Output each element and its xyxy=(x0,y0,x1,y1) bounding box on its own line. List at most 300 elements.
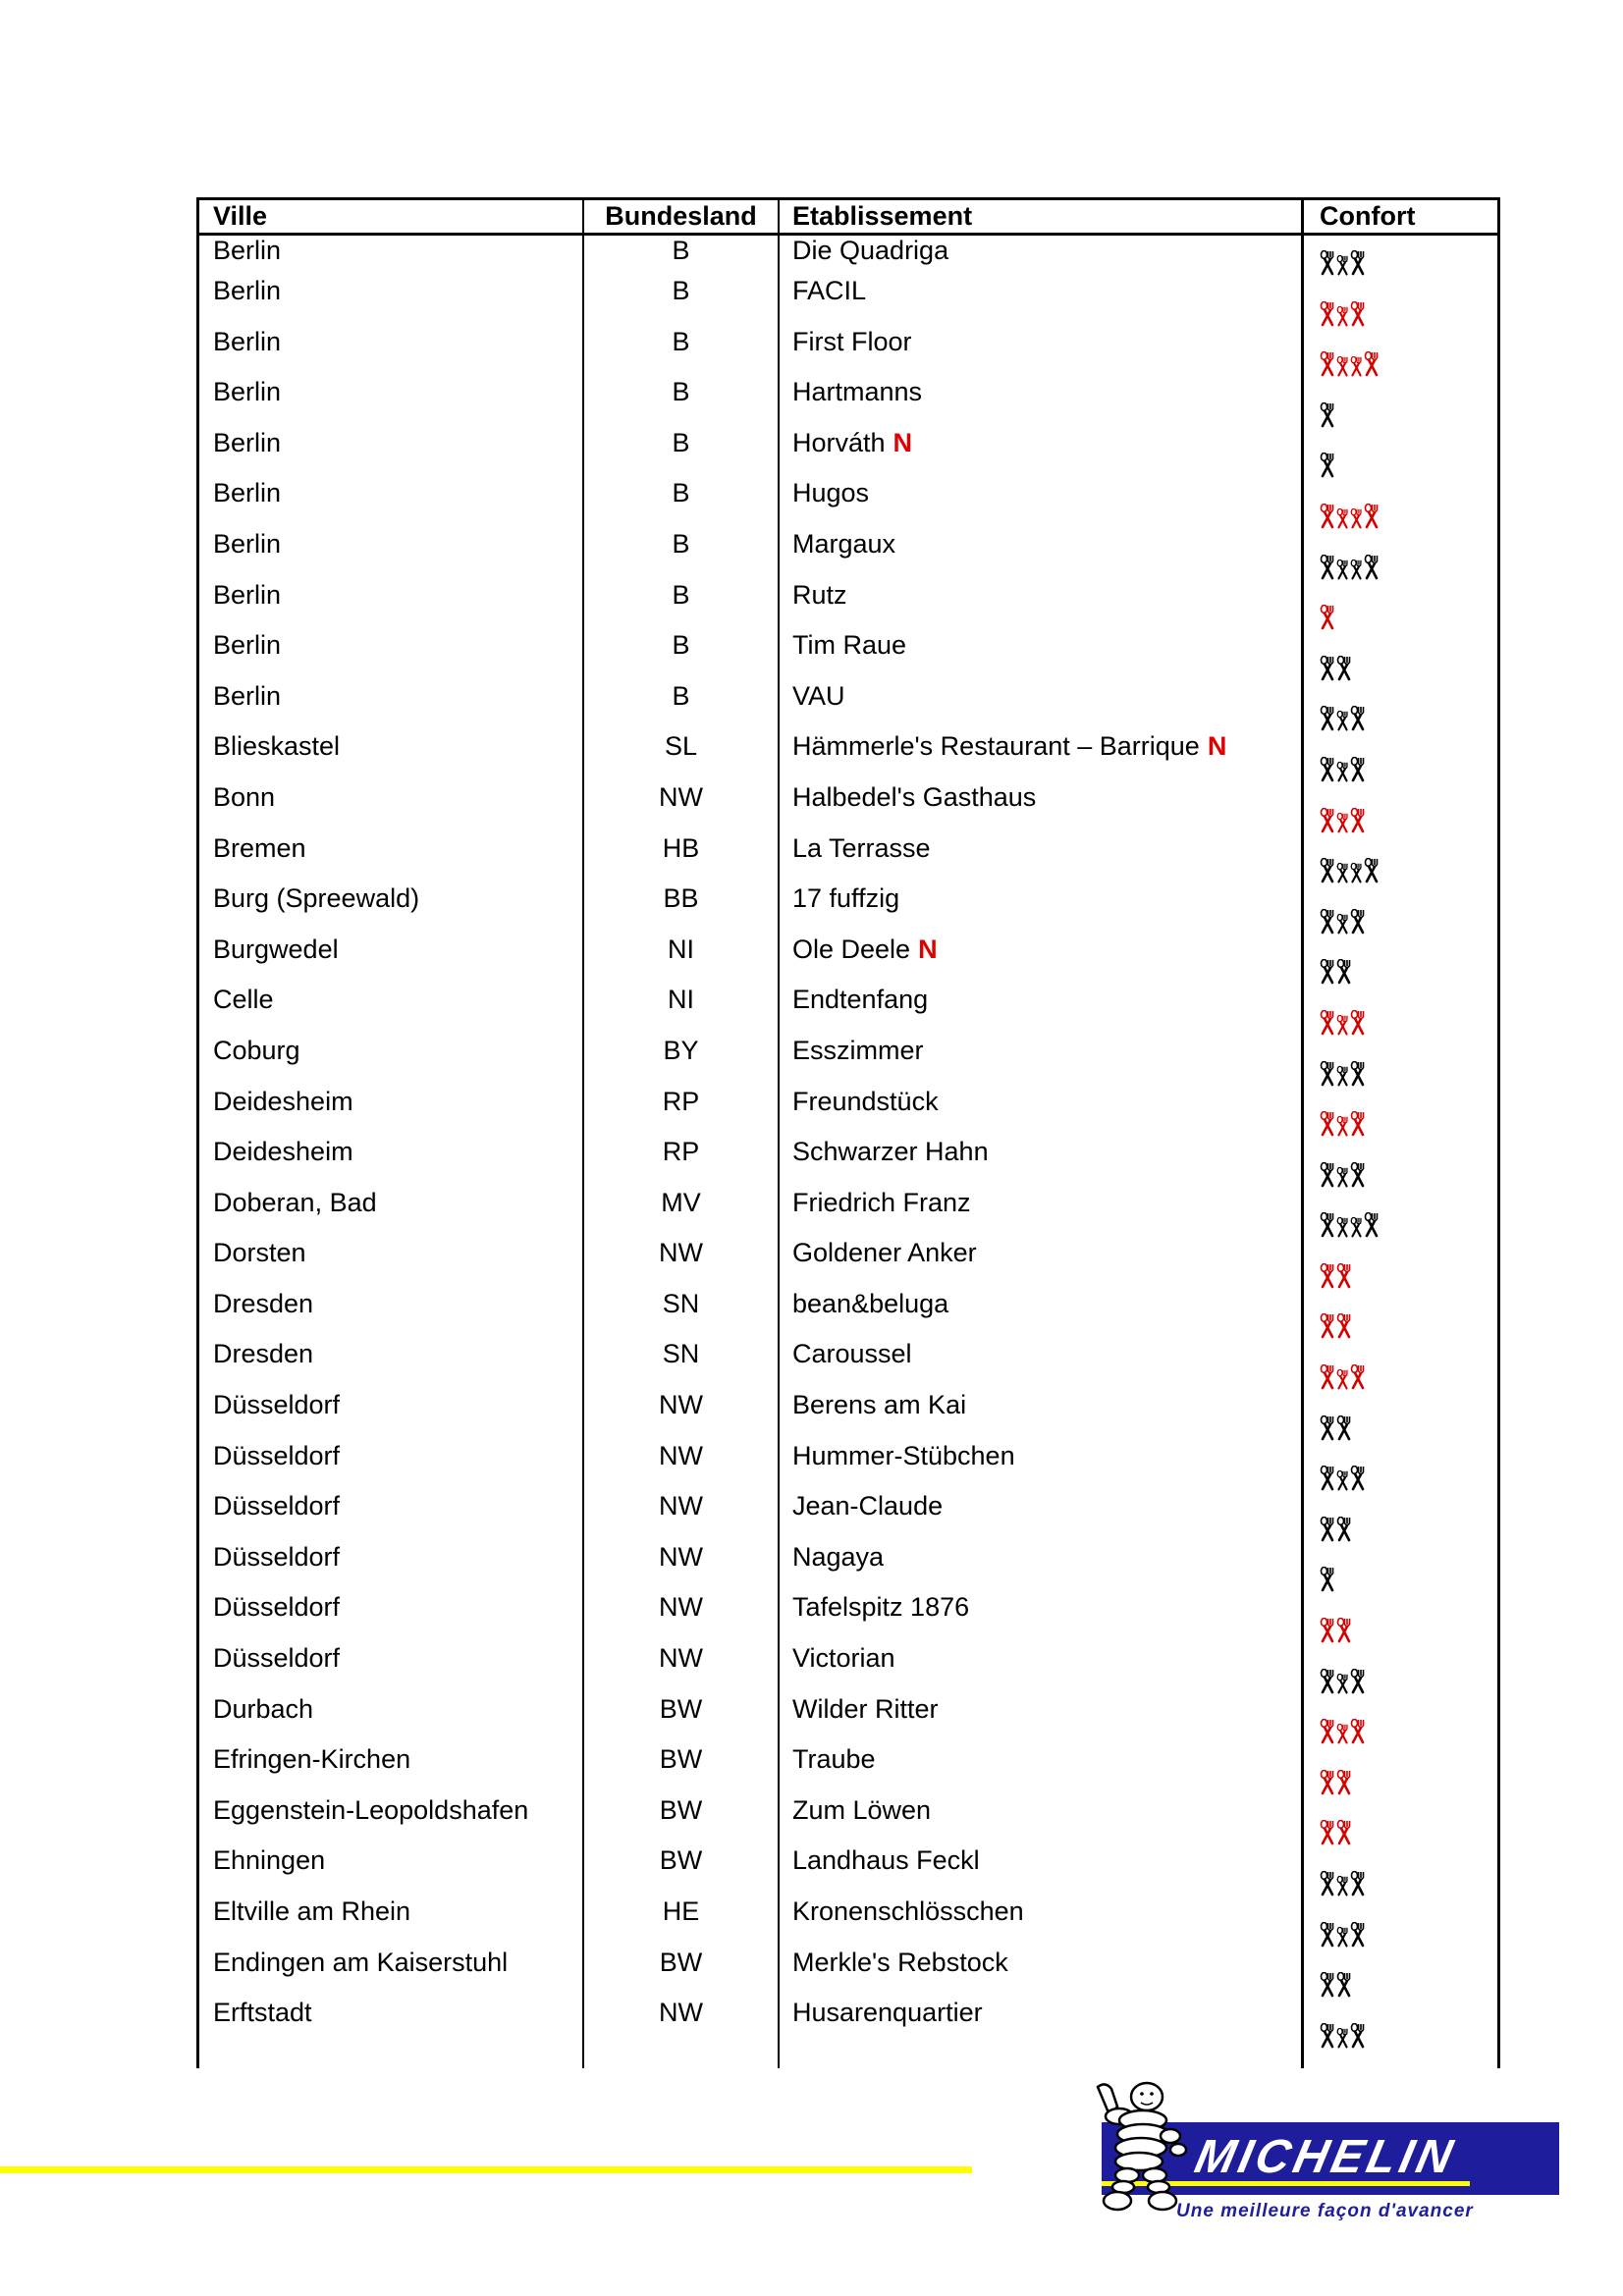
etablissement-name: Victorian xyxy=(792,1643,895,1674)
fork-spoon-icon xyxy=(1336,1415,1352,1441)
fork-spoon-icon xyxy=(1320,1212,1335,1238)
etablissement-name: Rutz xyxy=(792,579,847,610)
cell-ville: Düsseldorf xyxy=(199,1542,584,1593)
fork-spoon-icon xyxy=(1320,1567,1335,1592)
cell-bundesland: B xyxy=(584,276,780,327)
fork-spoon-icon xyxy=(1336,914,1349,934)
fork-spoon-icon xyxy=(1336,2028,1349,2049)
cell-etablissement xyxy=(780,529,1304,580)
table-row xyxy=(199,478,1497,529)
etablissement-name: Hugos xyxy=(792,478,870,508)
cell-confort xyxy=(1304,1592,1497,1643)
cell-bundesland: NW xyxy=(584,1592,780,1643)
cell-bundesland: HE xyxy=(584,1896,780,1948)
cell-bundesland: NI xyxy=(584,985,780,1036)
cell-confort xyxy=(1304,428,1497,479)
cell-confort xyxy=(1304,934,1497,986)
table-row xyxy=(199,1238,1497,1289)
etablissement-name: Goldener Anker xyxy=(792,1238,977,1268)
etablissement-name: Nagaya xyxy=(792,1541,885,1572)
fork-spoon-icon xyxy=(1350,1719,1366,1744)
cell-etablissement xyxy=(780,1087,1304,1138)
fork-spoon-icon xyxy=(1350,863,1363,883)
fork-spoon-icon xyxy=(1320,1415,1335,1441)
fork-spoon-icon xyxy=(1320,1618,1335,1643)
etablissement-name: First Floor xyxy=(792,326,912,356)
cell-ville: Dorsten xyxy=(199,1238,584,1289)
fork-spoon-icon xyxy=(1350,1364,1366,1390)
fork-spoon-icon xyxy=(1350,1466,1366,1491)
etablissement-name: FACIL xyxy=(792,276,867,305)
fork-spoon-icon xyxy=(1364,858,1380,883)
cell-ville: Doberan, Bad xyxy=(199,1188,584,1239)
cell-etablissement xyxy=(780,681,1304,732)
table-row xyxy=(199,1137,1497,1188)
cell-ville: Bonn xyxy=(199,782,584,833)
fork-spoon-icon xyxy=(1336,1927,1349,1948)
cell-etablissement xyxy=(780,1643,1304,1694)
table-row xyxy=(199,1896,1497,1948)
table-header xyxy=(199,200,1497,236)
fork-spoon-icon xyxy=(1350,1111,1366,1137)
logo-wordmark: MICHELIN xyxy=(1190,2131,1461,2183)
cell-ville: Düsseldorf xyxy=(199,1441,584,1492)
cell-confort xyxy=(1304,1289,1497,1340)
fork-spoon-icon xyxy=(1350,1061,1366,1087)
cell-bundesland: BB xyxy=(584,883,780,934)
cell-confort xyxy=(1304,580,1497,631)
cell-confort xyxy=(1304,1694,1497,1745)
fork-spoon-icon xyxy=(1350,1162,1366,1188)
cell-confort xyxy=(1304,833,1497,884)
fork-spoon-icon xyxy=(1336,1167,1349,1188)
new-badge: N xyxy=(893,427,913,457)
cell-etablissement xyxy=(780,1998,1304,2049)
fork-spoon-icon xyxy=(1350,1010,1366,1036)
etablissement-name: Die Quadriga xyxy=(792,236,949,265)
cell-bundesland: RP xyxy=(584,1087,780,1138)
cell-confort xyxy=(1304,883,1497,934)
cell-bundesland: BW xyxy=(584,1744,780,1795)
restaurant-table xyxy=(196,197,1500,2068)
cell-bundesland: NW xyxy=(584,1238,780,1289)
cell-confort xyxy=(1304,1542,1497,1593)
fork-spoon-icon xyxy=(1336,1470,1349,1491)
table-row xyxy=(199,529,1497,580)
cell-bundesland: SN xyxy=(584,1289,780,1340)
table-row xyxy=(199,1845,1497,1896)
table-row xyxy=(199,1390,1497,1441)
cell-etablissement xyxy=(780,1592,1304,1643)
etablissement-name: Husarenquartier xyxy=(792,1998,983,2028)
cell-etablissement xyxy=(780,731,1304,782)
table-row xyxy=(199,985,1497,1036)
header-ville: Ville xyxy=(199,200,584,233)
cell-bundesland: B xyxy=(584,529,780,580)
etablissement-name: Berens am Kai xyxy=(792,1390,967,1420)
cell-ville: Dresden xyxy=(199,1289,584,1340)
cell-etablissement xyxy=(780,1948,1304,1999)
cell-etablissement xyxy=(780,1542,1304,1593)
fork-spoon-icon xyxy=(1336,1820,1352,1845)
cell-confort xyxy=(1304,1744,1497,1795)
etablissement-name: Halbedel's Gasthaus xyxy=(792,781,1037,812)
cell-etablissement xyxy=(780,1694,1304,1745)
cell-etablissement xyxy=(780,630,1304,681)
cell-etablissement xyxy=(780,782,1304,833)
table-row xyxy=(199,236,1497,276)
cell-ville: Durbach xyxy=(199,1694,584,1745)
bibendum-mascot-icon xyxy=(1090,2079,1198,2226)
cell-ville: Berlin xyxy=(199,580,584,631)
cell-confort xyxy=(1304,1441,1497,1492)
cell-confort xyxy=(1304,1339,1497,1390)
cell-ville: Dresden xyxy=(199,1339,584,1390)
fork-spoon-icon xyxy=(1320,1669,1335,1694)
fork-spoon-icon xyxy=(1320,1162,1335,1188)
fork-spoon-icon xyxy=(1336,306,1349,327)
cell-confort xyxy=(1304,377,1497,428)
etablissement-name: Hummer-Stübchen xyxy=(792,1440,1015,1470)
fork-spoon-icon xyxy=(1336,508,1349,529)
cell-ville: Düsseldorf xyxy=(199,1390,584,1441)
cell-confort xyxy=(1304,985,1497,1036)
cell-etablissement xyxy=(780,236,1304,276)
cell-bundesland: HB xyxy=(584,833,780,884)
fork-spoon-icon xyxy=(1320,1972,1335,1998)
fork-spoon-icon xyxy=(1336,356,1349,377)
cell-ville: Deidesheim xyxy=(199,1137,584,1188)
cell-etablissement xyxy=(780,1339,1304,1390)
cell-confort xyxy=(1304,1188,1497,1239)
etablissement-name: La Terrasse xyxy=(792,832,931,863)
fork-spoon-icon xyxy=(1336,1876,1349,1896)
fork-spoon-icon xyxy=(1320,605,1335,630)
cell-etablissement xyxy=(780,1744,1304,1795)
fork-spoon-icon xyxy=(1350,1217,1363,1238)
cell-etablissement xyxy=(780,276,1304,327)
fork-spoon-icon xyxy=(1336,656,1352,681)
cell-ville: Düsseldorf xyxy=(199,1491,584,1542)
cell-confort xyxy=(1304,276,1497,327)
fork-spoon-icon xyxy=(1320,656,1335,681)
cell-etablissement xyxy=(780,1188,1304,1239)
fork-spoon-icon xyxy=(1336,1263,1352,1289)
fork-spoon-icon xyxy=(1350,508,1363,529)
cell-etablissement xyxy=(780,934,1304,986)
fork-spoon-icon xyxy=(1336,1116,1349,1137)
fork-spoon-icon xyxy=(1320,858,1335,883)
table-row xyxy=(199,833,1497,884)
cell-confort xyxy=(1304,1998,1497,2049)
cell-confort xyxy=(1304,478,1497,529)
fork-spoon-icon xyxy=(1320,1719,1335,1744)
cell-bundesland: BW xyxy=(584,1795,780,1846)
etablissement-name: Zum Löwen xyxy=(792,1794,932,1825)
etablissement-name: Schwarzer Hahn xyxy=(792,1137,989,1167)
cell-confort xyxy=(1304,1948,1497,1999)
cell-bundesland: B xyxy=(584,377,780,428)
fork-spoon-icon xyxy=(1336,1217,1349,1238)
fork-spoon-icon xyxy=(1350,356,1363,377)
table-tail xyxy=(199,2049,1497,2068)
cell-confort xyxy=(1304,1896,1497,1948)
fork-spoon-icon xyxy=(1336,711,1349,731)
fork-spoon-icon xyxy=(1336,1015,1349,1036)
etablissement-name: Ole Deele xyxy=(792,934,911,964)
cell-ville: Eggenstein-Leopoldshafen xyxy=(199,1795,584,1846)
cell-confort xyxy=(1304,1491,1497,1542)
table-row xyxy=(199,1542,1497,1593)
cell-bundesland: BW xyxy=(584,1694,780,1745)
etablissement-name: Wilder Ritter xyxy=(792,1693,939,1724)
cell-confort xyxy=(1304,1137,1497,1188)
cell-bundesland: B xyxy=(584,478,780,529)
table-row xyxy=(199,1948,1497,1999)
fork-spoon-icon xyxy=(1320,1364,1335,1390)
cell-ville: Berlin xyxy=(199,428,584,479)
cell-ville: Berlin xyxy=(199,529,584,580)
table-body xyxy=(199,236,1497,2049)
cell-etablissement xyxy=(780,985,1304,1036)
header-bundesland: Bundesland xyxy=(584,200,780,233)
fork-spoon-icon xyxy=(1320,2023,1335,2049)
cell-confort xyxy=(1304,327,1497,378)
fork-spoon-icon xyxy=(1320,504,1335,529)
fork-spoon-icon xyxy=(1320,1010,1335,1036)
fork-spoon-icon xyxy=(1320,453,1335,478)
new-badge: N xyxy=(1207,731,1227,762)
table-row xyxy=(199,1441,1497,1492)
cell-bundesland: B xyxy=(584,428,780,479)
cell-bundesland: NW xyxy=(584,782,780,833)
cell-confort xyxy=(1304,1036,1497,1087)
table-row xyxy=(199,1036,1497,1087)
cell-ville: Berlin xyxy=(199,681,584,732)
fork-spoon-icon xyxy=(1336,863,1349,883)
cell-bundesland: NW xyxy=(584,1491,780,1542)
etablissement-name: Traube xyxy=(792,1744,876,1775)
fork-spoon-icon xyxy=(1336,255,1349,276)
fork-spoon-icon xyxy=(1336,1066,1349,1087)
cell-ville: Berlin xyxy=(199,327,584,378)
fork-spoon-icon xyxy=(1320,1922,1335,1948)
etablissement-name: Jean-Claude xyxy=(792,1491,944,1522)
cell-confort xyxy=(1304,236,1497,276)
cell-bundesland: B xyxy=(584,630,780,681)
etablissement-name: Tim Raue xyxy=(792,630,907,661)
cell-etablissement xyxy=(780,833,1304,884)
cell-bundesland: NI xyxy=(584,934,780,986)
table-row xyxy=(199,276,1497,327)
cell-bundesland: B xyxy=(584,236,780,276)
fork-spoon-icon xyxy=(1320,1111,1335,1137)
etablissement-name: Hämmerle's Restaurant – Barrique xyxy=(792,731,1200,762)
fork-spoon-icon xyxy=(1320,351,1335,377)
cell-etablissement xyxy=(780,1289,1304,1340)
table-row xyxy=(199,1087,1497,1138)
fork-spoon-icon xyxy=(1320,757,1335,782)
fork-spoon-icon xyxy=(1336,560,1349,580)
fork-spoon-icon xyxy=(1364,555,1380,580)
table-row xyxy=(199,1188,1497,1239)
cell-bundesland: MV xyxy=(584,1188,780,1239)
header-etablissement: Etablissement xyxy=(780,200,1304,233)
etablissement-name: Tafelspitz 1876 xyxy=(792,1592,970,1623)
cell-ville: Berlin xyxy=(199,236,584,276)
table-row xyxy=(199,681,1497,732)
fork-spoon-icon xyxy=(1350,1922,1366,1948)
cell-confort xyxy=(1304,681,1497,732)
etablissement-name: Hartmanns xyxy=(792,377,923,407)
etablissement-name: Merkle's Rebstock xyxy=(792,1947,1008,1977)
etablissement-name: Caroussel xyxy=(792,1339,912,1369)
fork-spoon-icon xyxy=(1336,1972,1352,1998)
cell-bundesland: B xyxy=(584,580,780,631)
fork-spoon-icon xyxy=(1320,1871,1335,1896)
etablissement-name: Endtenfang xyxy=(792,985,929,1015)
cell-ville: Blieskastel xyxy=(199,731,584,782)
cell-confort xyxy=(1304,731,1497,782)
cell-etablissement xyxy=(780,1036,1304,1087)
fork-spoon-icon xyxy=(1336,1674,1349,1694)
fork-spoon-icon xyxy=(1320,1770,1335,1795)
fork-spoon-icon xyxy=(1350,808,1366,833)
table-row xyxy=(199,1998,1497,2049)
logo-tagline: Une meilleure façon d'avancer xyxy=(1176,2201,1474,2221)
fork-spoon-icon xyxy=(1320,1061,1335,1087)
cell-bundesland: BW xyxy=(584,1948,780,1999)
cell-ville: Celle xyxy=(199,985,584,1036)
cell-ville: Deidesheim xyxy=(199,1087,584,1138)
new-badge: N xyxy=(918,934,938,964)
fork-spoon-icon xyxy=(1336,1618,1352,1643)
etablissement-name: bean&beluga xyxy=(792,1288,949,1318)
fork-spoon-icon xyxy=(1336,1313,1352,1339)
fork-spoon-icon xyxy=(1350,706,1366,731)
cell-etablissement xyxy=(780,1896,1304,1948)
cell-ville: Erftstadt xyxy=(199,1998,584,2049)
cell-ville: Endingen am Kaiserstuhl xyxy=(199,1948,584,1999)
cell-bundesland: NW xyxy=(584,1998,780,2049)
cell-confort xyxy=(1304,1795,1497,1846)
fork-spoon-icon xyxy=(1364,1212,1380,1238)
cell-ville: Eltville am Rhein xyxy=(199,1896,584,1948)
table-row xyxy=(199,1795,1497,1846)
table-row xyxy=(199,1592,1497,1643)
cell-bundesland: SL xyxy=(584,731,780,782)
table-row xyxy=(199,580,1497,631)
fork-spoon-icon xyxy=(1336,1369,1349,1390)
fork-spoon-icon xyxy=(1320,808,1335,833)
cell-etablissement xyxy=(780,327,1304,378)
header-confort: Confort xyxy=(1320,201,1416,231)
cell-confort xyxy=(1304,1238,1497,1289)
table-row xyxy=(199,1339,1497,1390)
table-row xyxy=(199,1289,1497,1340)
cell-ville: Efringen-Kirchen xyxy=(199,1744,584,1795)
table-row xyxy=(199,327,1497,378)
cell-ville: Burgwedel xyxy=(199,934,584,986)
cell-ville: Berlin xyxy=(199,276,584,327)
fork-spoon-icon xyxy=(1320,909,1335,934)
fork-spoon-icon xyxy=(1320,1517,1335,1542)
etablissement-name: Landhaus Feckl xyxy=(792,1845,980,1876)
cell-bundesland: B xyxy=(584,681,780,732)
cell-ville: Düsseldorf xyxy=(199,1643,584,1694)
table-row xyxy=(199,428,1497,479)
fork-spoon-icon xyxy=(1320,301,1335,327)
table-row xyxy=(199,934,1497,986)
etablissement-name: Horváth xyxy=(792,427,886,457)
cell-confort xyxy=(1304,1390,1497,1441)
etablissement-name: Margaux xyxy=(792,528,896,559)
fork-spoon-icon xyxy=(1350,1669,1366,1694)
fork-spoon-icon xyxy=(1320,1263,1335,1289)
cell-etablissement xyxy=(780,428,1304,479)
cell-etablissement xyxy=(780,1238,1304,1289)
fork-spoon-icon xyxy=(1336,959,1352,985)
fork-spoon-icon xyxy=(1320,402,1335,428)
table-row xyxy=(199,630,1497,681)
fork-spoon-icon xyxy=(1320,1313,1335,1339)
cell-etablissement xyxy=(780,478,1304,529)
etablissement-name: Freundstück xyxy=(792,1086,939,1116)
fork-spoon-icon xyxy=(1350,1871,1366,1896)
cell-etablissement xyxy=(780,1441,1304,1492)
cell-ville: Berlin xyxy=(199,478,584,529)
cell-confort xyxy=(1304,1845,1497,1896)
cell-ville: Berlin xyxy=(199,630,584,681)
cell-confort xyxy=(1304,529,1497,580)
cell-bundesland: SN xyxy=(584,1339,780,1390)
etablissement-name: Friedrich Franz xyxy=(792,1187,971,1217)
etablissement-name: Esszimmer xyxy=(792,1035,924,1065)
table-row xyxy=(199,731,1497,782)
cell-etablissement xyxy=(780,1137,1304,1188)
table-row xyxy=(199,1744,1497,1795)
cell-confort xyxy=(1304,1643,1497,1694)
cell-confort xyxy=(1304,630,1497,681)
fork-spoon-icon xyxy=(1336,762,1349,782)
cell-ville: Bremen xyxy=(199,833,584,884)
cell-bundesland: NW xyxy=(584,1643,780,1694)
fork-spoon-icon xyxy=(1320,555,1335,580)
etablissement-name: Kronenschlösschen xyxy=(792,1896,1024,1926)
fork-spoon-icon xyxy=(1320,959,1335,985)
fork-spoon-icon xyxy=(1336,813,1349,833)
cell-etablissement xyxy=(780,1795,1304,1846)
fork-spoon-icon xyxy=(1364,351,1380,377)
cell-bundesland: NW xyxy=(584,1542,780,1593)
etablissement-name: VAU xyxy=(792,680,845,711)
cell-bundesland: B xyxy=(584,327,780,378)
cell-etablissement xyxy=(780,1491,1304,1542)
fork-spoon-icon xyxy=(1336,1770,1352,1795)
cell-ville: Berlin xyxy=(199,377,584,428)
fork-spoon-icon xyxy=(1320,706,1335,731)
cell-confort xyxy=(1304,1087,1497,1138)
table-row xyxy=(199,782,1497,833)
table-row xyxy=(199,883,1497,934)
cell-etablissement xyxy=(780,1845,1304,1896)
michelin-logo xyxy=(1090,2079,1561,2226)
fork-spoon-icon xyxy=(1320,250,1335,276)
fork-spoon-icon xyxy=(1336,1517,1352,1542)
fork-spoon-icon xyxy=(1364,504,1380,529)
footer-yellow-rule xyxy=(0,2166,972,2173)
fork-spoon-icon xyxy=(1350,250,1366,276)
